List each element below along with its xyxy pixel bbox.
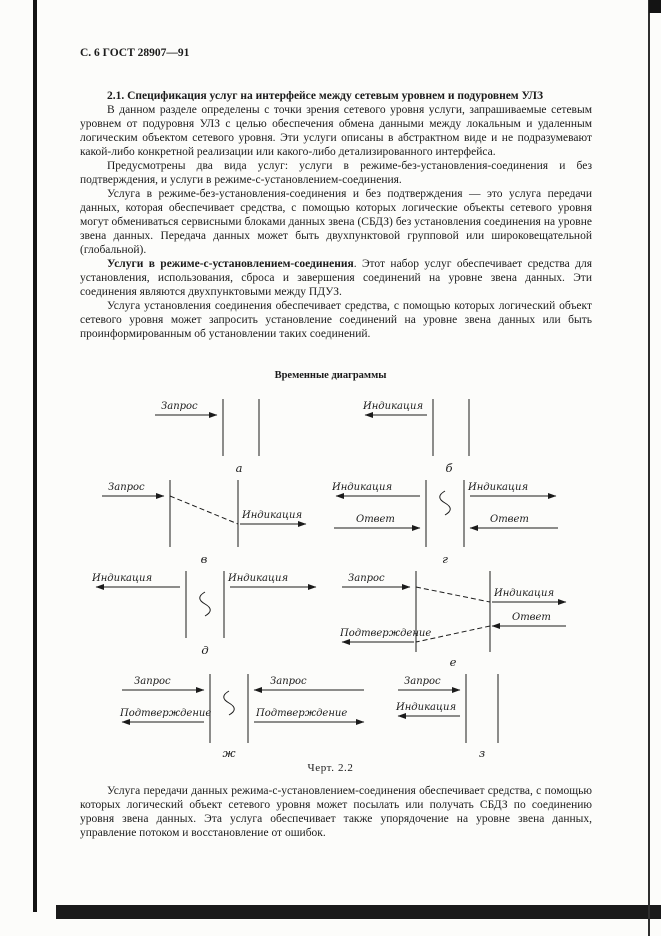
arrow-label: Индикация [227, 573, 288, 584]
arrow-label: Запрос [160, 401, 198, 412]
arrow-label: Запрос [269, 676, 307, 687]
paragraph-4-bold-lead: Услуги в режиме-с-установлением-соединения [107, 258, 354, 270]
arrow-label: Ответ [489, 514, 529, 525]
arrow-label: Подтверждение [339, 628, 431, 639]
diagram-letter: а [235, 461, 242, 474]
closing-text [80, 784, 592, 840]
diagram-letter: в [200, 552, 207, 565]
arrow-label: Индикация [467, 482, 528, 493]
figure-title: Временные диаграммы [274, 370, 387, 381]
closing-paragraph: Услуга передачи данных режима-с-установлением-соединения обеспечивает средства, с помощью которых логический объект сетевого уровня может посылать или получать СБДЗ по соединению уровня звена данных. Эта услуга обеспечивает также упорядочение на уровне звена данных, управление потоком и восстановление от ошибок. [80, 785, 592, 839]
page-header: С. 6 ГОСТ 28907—91 [80, 47, 190, 59]
diagram-letter: б [444, 461, 453, 474]
diagram-v [100, 477, 310, 565]
arrow-label: Запрос [347, 573, 385, 584]
arrow-label: Подтверждение [119, 708, 211, 719]
diagram-g [332, 477, 562, 565]
arrow-label: Индикация [493, 588, 554, 599]
diagram-row-2 [100, 477, 562, 565]
arrow-label: Индикация [241, 510, 302, 521]
arrow-label: Индикация [362, 401, 423, 412]
tilde-squiggle-icon [223, 691, 234, 715]
arrow-label: Ответ [511, 612, 551, 623]
figure-diagrams [0, 396, 661, 762]
arrow-label: Индикация [395, 702, 456, 713]
paragraph-1: В данном разделе определены с точки зрения сетевого уровня услуги, запрашиваемые сетевым уровнем от подуровня УЛЗ с целью обеспечения обмена данными между локальным и удаленным логическим объектом сетевого уровня. Эти услуги описаны в абстрактном виде и не подразумевают какой-либо конкретной реализации или какого-либо детализированного интерфейса. [80, 104, 592, 158]
diagram-letter: г [441, 552, 448, 565]
paragraph-5: Услуга установления соединения обеспечивает средства, с помощью которых логический объект сетевого уровня может запросить установление соединений на уровне звена данных или быть проинформированным об установлении таких соединений. [80, 300, 592, 340]
scan-artifact-bottom-bar [56, 905, 661, 919]
diagram-e [340, 568, 570, 668]
diagram-zh [118, 671, 368, 759]
transit-dashed-line [416, 587, 490, 602]
arrow-label: Запрос [107, 482, 145, 493]
tilde-squiggle-icon [199, 592, 210, 616]
body-text [80, 89, 592, 341]
arrow-label: Подтверждение [255, 708, 347, 719]
diagram-d [92, 568, 322, 656]
paragraph-4 [80, 257, 592, 299]
diagram-letter: е [449, 655, 456, 668]
diagram-row-4 [118, 671, 544, 759]
arrow-label: Индикация [91, 573, 152, 584]
diagram-letter: д [200, 643, 209, 656]
section-heading: 2.1. Спецификация услуг на интерфейсе между сетевым уровнем и подуровнем УЛЗ [107, 90, 544, 102]
arrow-label: Запрос [133, 676, 171, 687]
diagram-a [151, 396, 301, 474]
paragraph-3: Услуга в режиме-без-установления-соединения и без подтверждения — это услуга передачи данных, которая обеспечивает средства, с помощью которых логические объекты сетевого уровня могут обмениваться сервисными блоками данных звена (СБДЗ) без установления соединения на уровне звена данных. Передача данных может быть двухпунктовой групповой или широковещательной (глобальной). [80, 188, 592, 256]
arrow-label: Индикация [331, 482, 392, 493]
tilde-squiggle-icon [439, 491, 450, 515]
scan-artifact-corner-mark [649, 0, 661, 13]
paragraph-2: Предусмотрены два вида услуг: услуги в режиме-без-установления-соединения и без подтверждения, и услуги в режиме-с-установлением-соединения. [80, 160, 592, 186]
paragraph-4-rest: . Этот набор услуг обеспечивает средства для установления, использования, сброса и завершения соединений на уровне звена данных. Эти соединения являются двухпунктовыми между ПДУЗ. [80, 258, 592, 298]
arrow-label: Ответ [355, 514, 395, 525]
diagram-row-3 [92, 568, 570, 668]
diagram-row-1 [151, 396, 511, 474]
diagram-letter: з [478, 746, 485, 759]
arrow-label: Запрос [403, 676, 441, 687]
diagram-letter: ж [221, 746, 236, 759]
transit-dashed-line [170, 496, 238, 524]
figure-caption: Черт. 2.2 [307, 762, 354, 774]
diagram-b [361, 396, 511, 474]
diagram-z [394, 671, 544, 759]
